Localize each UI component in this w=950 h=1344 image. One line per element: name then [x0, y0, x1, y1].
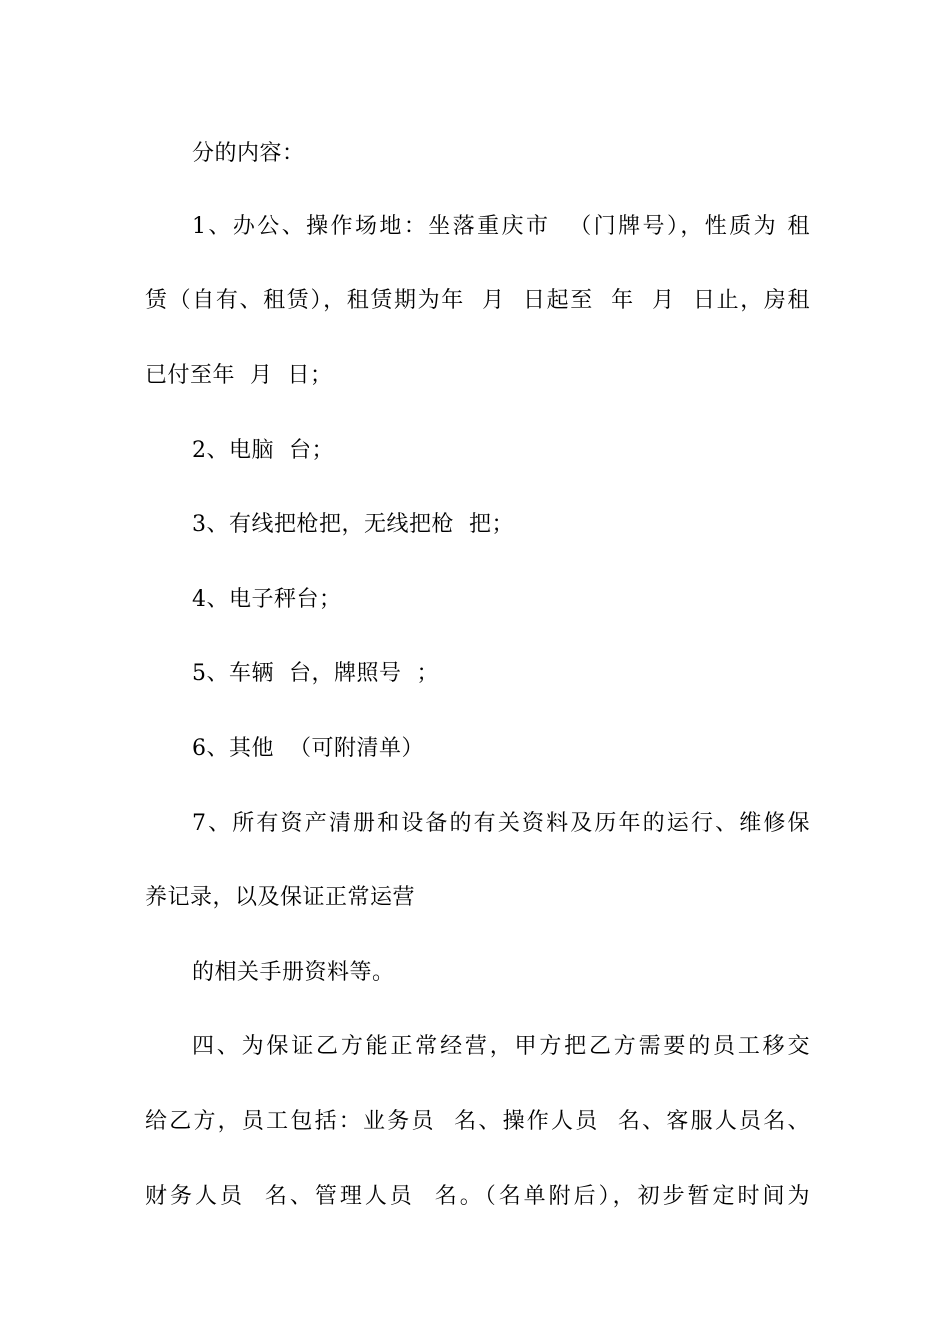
- item-7-line-3: 的相关手册资料等。: [192, 960, 395, 985]
- paragraph-continuation: 分的内容：: [192, 141, 305, 166]
- item-6: 6、其他 （可附清单）: [192, 736, 424, 761]
- item-3: 3、有线把枪把，无线把枪 把；: [192, 512, 514, 537]
- section-4-line-3: 财务人员 名、管理人员 名。（名单附后），初步暂定时间为: [145, 1184, 810, 1209]
- item-1-line-1: 1、办公、操作场地：坐落重庆市 （门牌号），性质为 租: [192, 214, 810, 239]
- item-7-line-1: 7、所有资产清册和设备的有关资料及历年的运行、维修保: [192, 811, 810, 836]
- item-4: 4、电子秤台；: [192, 587, 342, 612]
- item-1-line-2: 赁（自有、租赁），租赁期为年 月 日起至 年 月 日止，房租: [145, 288, 810, 313]
- section-4-line-2: 给乙方，员工包括：业务员 名、操作人员 名、客服人员名、: [145, 1109, 810, 1134]
- section-4-line-1: 四、为保证乙方能正常经营，甲方把乙方需要的员工移交: [192, 1034, 810, 1059]
- item-2: 2、电脑 台；: [192, 438, 334, 463]
- item-5: 5、车辆 台，牌照号 ；: [192, 661, 439, 686]
- item-7-line-2: 养记录，以及保证正常运营: [145, 885, 416, 910]
- item-1-line-3: 已付至年 月 日；: [145, 363, 333, 388]
